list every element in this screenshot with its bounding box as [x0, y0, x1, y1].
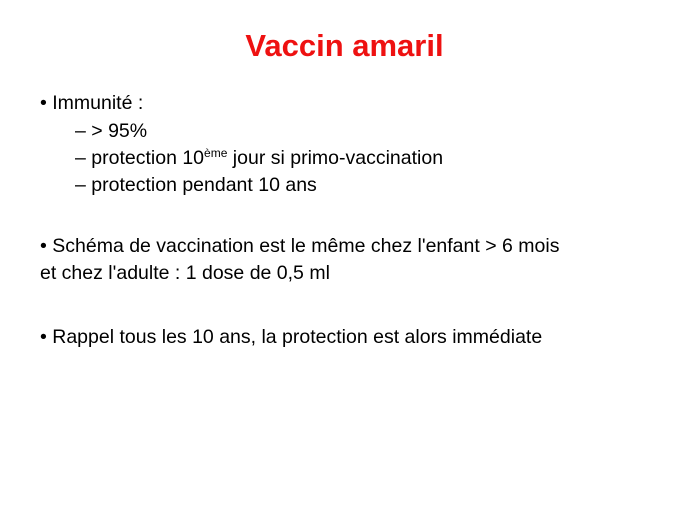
subitem-protection-day: [75, 145, 443, 171]
superscript-eme: ème: [204, 146, 228, 160]
subitem-protection-duration: [75, 172, 317, 198]
bullet-schema-line2: [40, 260, 330, 286]
subitem-text: protection pendant 10 ans: [91, 174, 317, 196]
bullet-marker: •: [40, 235, 47, 257]
subitem-text: > 95%: [91, 120, 148, 142]
bullet-marker: •: [40, 92, 47, 114]
bullet-label: Immunité :: [52, 92, 144, 114]
dash-marker: –: [75, 147, 86, 169]
bullet-marker: •: [40, 326, 47, 348]
bullet-rappel: [40, 324, 542, 350]
bullet-schema-line1: [40, 233, 559, 259]
subitem-text-before: protection 10: [91, 147, 205, 169]
subitem-percentage: [75, 118, 147, 144]
subitem-text-after: jour si primo-vaccination: [227, 147, 444, 169]
dash-marker: –: [75, 174, 86, 196]
dash-marker: –: [75, 120, 86, 142]
slide-title: Vaccin amaril: [245, 28, 444, 63]
bullet-text: Schéma de vaccination est le même chez l'enfant > 6 mois: [52, 235, 560, 257]
bullet-text: Rappel tous les 10 ans, la protection est alors immédiate: [52, 326, 543, 348]
bullet-immunite: [40, 90, 143, 116]
bullet-text: et chez l'adulte : 1 dose de 0,5 ml: [40, 262, 330, 284]
